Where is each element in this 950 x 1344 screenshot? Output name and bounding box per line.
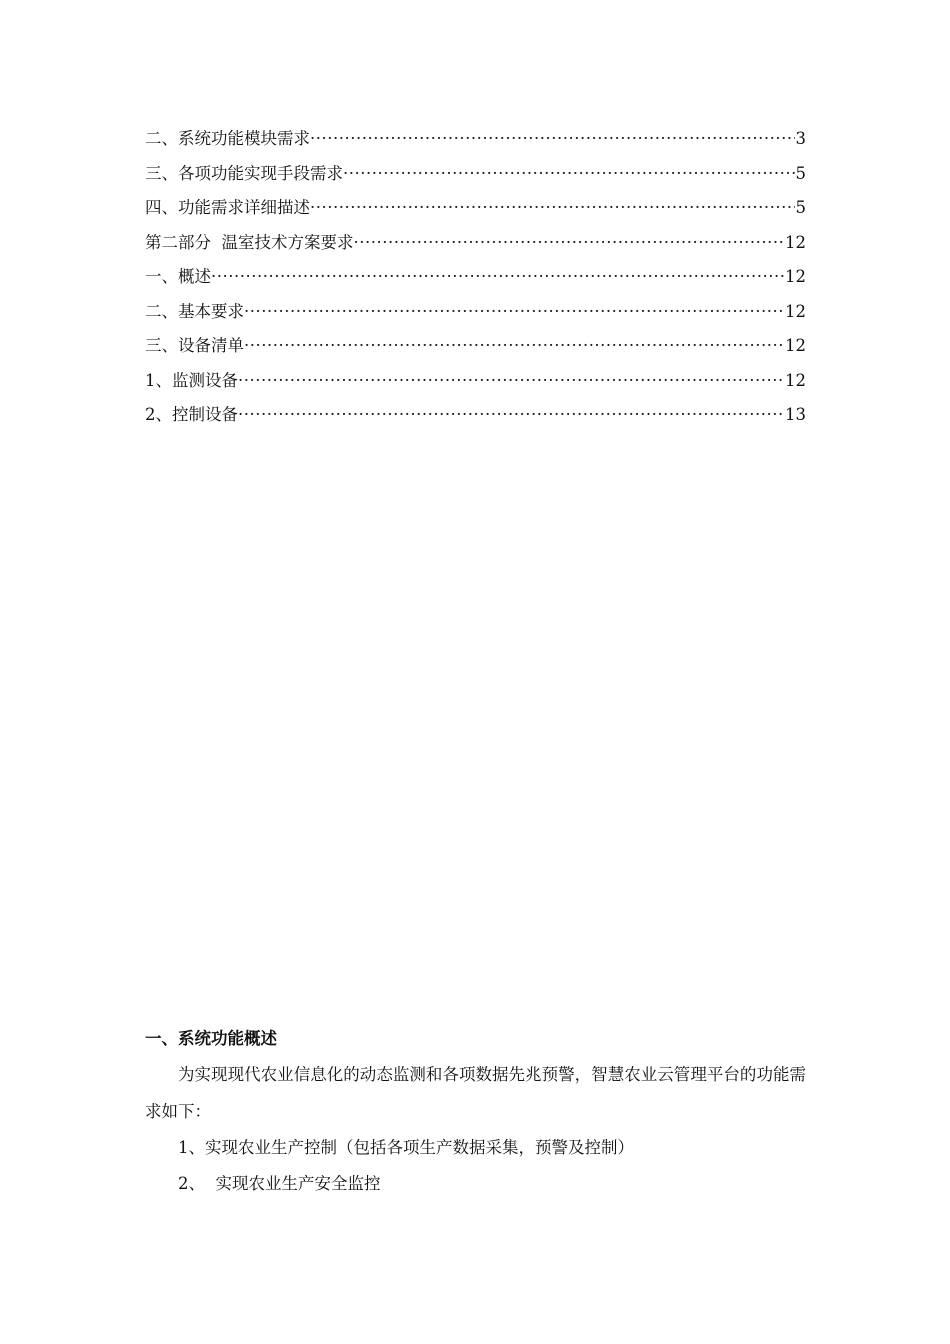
toc-entry-page: 5 (795, 163, 806, 183)
toc-entry[interactable] (145, 226, 806, 261)
toc-leader-dots (343, 157, 795, 192)
toc-leader-dots (211, 260, 784, 295)
toc-leader-dots (238, 364, 784, 399)
toc-entry-title: 一、概述 (145, 267, 211, 286)
toc-entry[interactable] (145, 295, 806, 330)
toc-entry[interactable] (145, 398, 806, 433)
toc-leader-dots (244, 329, 784, 364)
table-of-contents (145, 122, 806, 433)
list-item: 2、 实现农业生产安全监控 (178, 1174, 381, 1193)
toc-leader-dots (244, 295, 784, 330)
toc-entry[interactable] (145, 191, 806, 226)
toc-entry-title: 三、各项功能实现手段需求 (145, 163, 343, 183)
toc-entry[interactable] (145, 364, 806, 399)
toc-entry-page: 5 (795, 198, 806, 217)
toc-entry-title: 四、功能需求详细描述 (145, 198, 310, 217)
list-item: 1、实现农业生产控制（包括各项生产数据采集，预警及控制） (178, 1138, 634, 1157)
toc-entry-page: 13 (785, 405, 806, 424)
system-overview-section (145, 1022, 806, 1202)
toc-entry[interactable] (145, 157, 806, 192)
toc-entry-title: 2、控制设备 (145, 405, 238, 424)
toc-entry-page: 3 (795, 129, 806, 148)
section-intro-paragraph: 为实现现代农业信息化的动态监测和各项数据先兆预警，智慧农业云管理平台的功能需求如下： (145, 1065, 806, 1121)
toc-entry-page: 12 (785, 301, 806, 321)
toc-entry-title: 第二部分 温室技术方案要求 (145, 232, 354, 252)
toc-entry[interactable] (145, 329, 806, 364)
toc-entry-page: 12 (785, 370, 806, 390)
section-heading: 一、系统功能概述 (145, 1029, 277, 1048)
toc-entry-title: 二、基本要求 (145, 301, 244, 321)
toc-entry-title: 三、设备清单 (145, 336, 244, 355)
toc-entry-title: 1、监测设备 (145, 370, 238, 390)
toc-entry-page: 12 (785, 267, 806, 286)
toc-leader-dots (354, 226, 785, 261)
toc-entry-page: 12 (785, 232, 806, 252)
toc-entry[interactable] (145, 260, 806, 295)
toc-leader-dots (310, 122, 795, 157)
toc-leader-dots (238, 398, 784, 433)
toc-entry-title: 二、系统功能模块需求 (145, 129, 310, 148)
toc-entry[interactable] (145, 122, 806, 157)
toc-leader-dots (310, 191, 795, 226)
toc-entry-page: 12 (785, 336, 806, 355)
